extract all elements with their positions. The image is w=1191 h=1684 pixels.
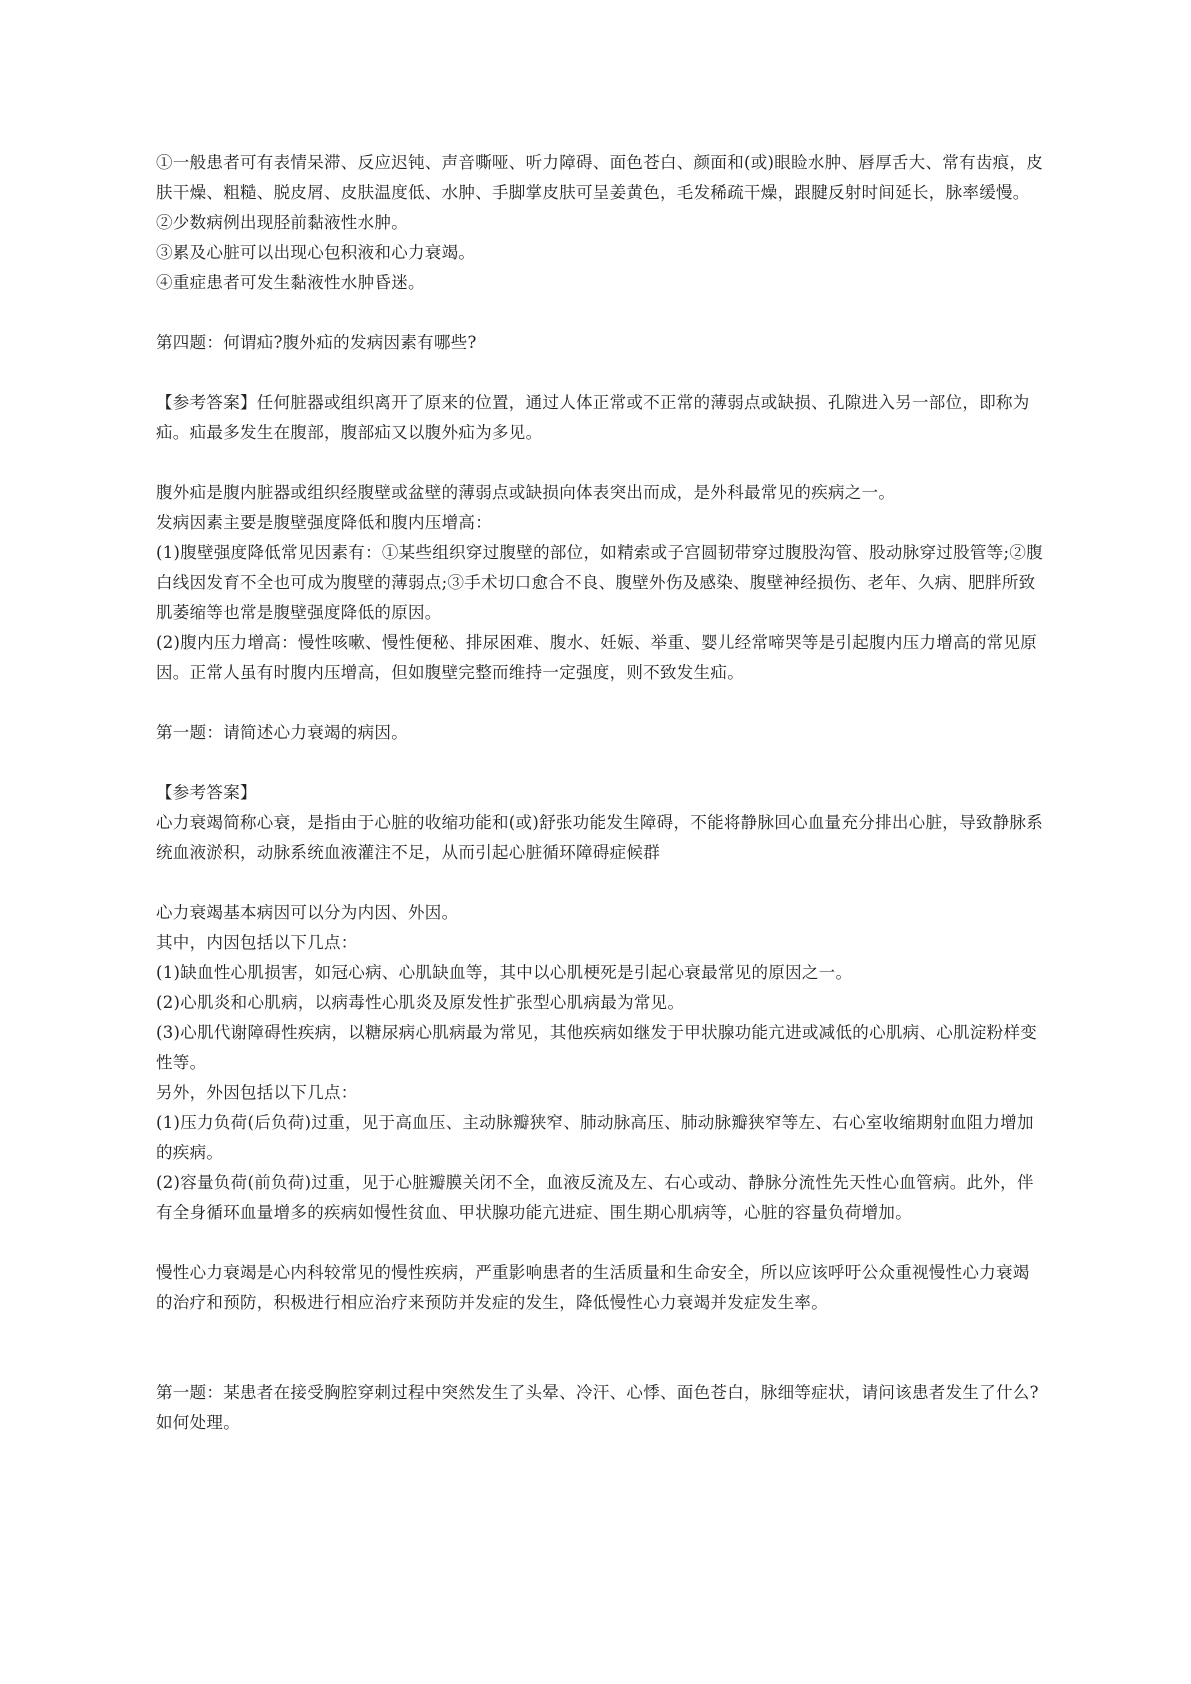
spacer (156, 298, 1046, 328)
heart-failure-conclusion: 慢性心力衰竭是心内科较常见的慢性疾病，严重影响患者的生活质量和生命安全，所以应该呼吁公众重视慢性心力衰竭的治疗和预防，积极进行相应治疗来预防并发症的发生，降低慢性心力衰竭并发症发生率。 (156, 1263, 1030, 1312)
symptom-item-4: ④重症患者可发生黏液性水肿昏迷。 (156, 273, 425, 292)
spacer (156, 1228, 1046, 1258)
spacer (156, 1318, 1046, 1378)
external-cause-intro: 另外，外因包括以下几点： (156, 1083, 358, 1102)
internal-cause-1: (1)缺血性心肌损害，如冠心病、心肌缺血等，其中以心肌梗死是引起心衰最常见的原因之一。 (156, 963, 853, 982)
answer-label: 【参考答案】 (156, 783, 257, 802)
internal-cause-intro: 其中，内因包括以下几点： (156, 933, 358, 952)
symptom-item-2: ②少数病例出现胫前黏液性水肿。 (156, 213, 408, 232)
external-cause-2: (2)容量负荷(前负荷)过重，见于心脏瓣膜关闭不全，血液反流及左、右心或动、静脉分流性先天性心血管病。此外，伴有全身循环血量增多的疾病如慢性贫血、甲状腺功能亢进症、围生期心肌病等，心脏的容量负荷增加。 (156, 1173, 1034, 1222)
heart-failure-definition: 心力衰竭简称心衰，是指由于心脏的收缩功能和(或)舒张功能发生障碍，不能将静脉回心血量充分排出心脏，导致静脉系统血液淤积，动脉系统血液灌注不足，从而引起心脏循环障碍症候群 (156, 813, 1044, 862)
external-cause-1: (1)压力负荷(后负荷)过重，见于高血压、主动脉瓣狭窄、肺动脉高压、肺动脉瓣狭窄等左、右心室收缩期射血阻力增加的疾病。 (156, 1113, 1034, 1162)
question-4-answer-intro: 【参考答案】任何脏器或组织离开了原来的位置，通过人体正常或不正常的薄弱点或缺损、孔隙进入另一部位，即称为疝。疝最多发生在腹部，腹部疝又以腹外疝为多见。 (156, 393, 1030, 442)
heart-failure-cause-intro: 心力衰竭基本病因可以分为内因、外因。 (156, 903, 459, 922)
spacer (156, 358, 1046, 388)
spacer (156, 868, 1046, 898)
spacer (156, 748, 1046, 778)
hernia-cause-1: (1)腹壁强度降低常见因素有：①某些组织穿过腹壁的部位，如精索或子宫圆韧带穿过腹股沟管、股动脉穿过股管等;②腹白线因发育不全也可成为腹壁的薄弱点;③手术切口愈合不良、腹壁外伤及感染、腹壁神经损伤、老年、久病、肥胖所致肌萎缩等也常是腹壁强度降低的原因。 (156, 543, 1043, 622)
symptom-item-1: ①一般患者可有表情呆滞、反应迟钝、声音嘶哑、听力障碍、面色苍白、颜面和(或)眼睑水肿、唇厚舌大、常有齿痕，皮肤干燥、粗糙、脱皮屑、皮肤温度低、水肿、手脚掌皮肤可呈姜黄色，毛发稀疏干燥，跟腱反射时间延长，脉率缓慢。 (156, 153, 1044, 202)
hernia-definition: 腹外疝是腹内脏器或组织经腹壁或盆壁的薄弱点或缺损向体表突出而成，是外科最常见的疾病之一。 (156, 483, 896, 502)
internal-cause-3: (3)心肌代谢障碍性疾病，以糖尿病心肌病最为常见，其他疾病如继发于甲状腺功能亢进或减低的心肌病、心肌淀粉样变性等。 (156, 1023, 1038, 1072)
symptom-item-3: ③累及心脏可以出现心包积液和心力衰竭。 (156, 243, 476, 262)
question-1-heart-title: 第一题：请简述心力衰竭的病因。 (156, 723, 408, 742)
document-body (156, 148, 1046, 1438)
spacer (156, 688, 1046, 718)
hernia-cause-intro: 发病因素主要是腹壁强度降低和腹内压增高： (156, 513, 492, 532)
internal-cause-2: (2)心肌炎和心肌病，以病毒性心肌炎及原发性扩张型心肌病最为常见。 (156, 993, 685, 1012)
spacer (156, 448, 1046, 478)
question-1-thoracentesis-title: 第一题：某患者在接受胸腔穿刺过程中突然发生了头晕、冷汗、心悸、面色苍白，脉细等症状，请问该患者发生了什么?如何处理。 (156, 1383, 1039, 1432)
hernia-cause-2: (2)腹内压力增高：慢性咳嗽、慢性便秘、排尿困难、腹水、妊娠、举重、婴儿经常啼哭等是引起腹内压力增高的常见原因。正常人虽有时腹内压增高，但如腹壁完整而维持一定强度，则不致发生疝。 (156, 633, 1038, 682)
question-4-title: 第四题：何谓疝?腹外疝的发病因素有哪些? (156, 333, 477, 352)
